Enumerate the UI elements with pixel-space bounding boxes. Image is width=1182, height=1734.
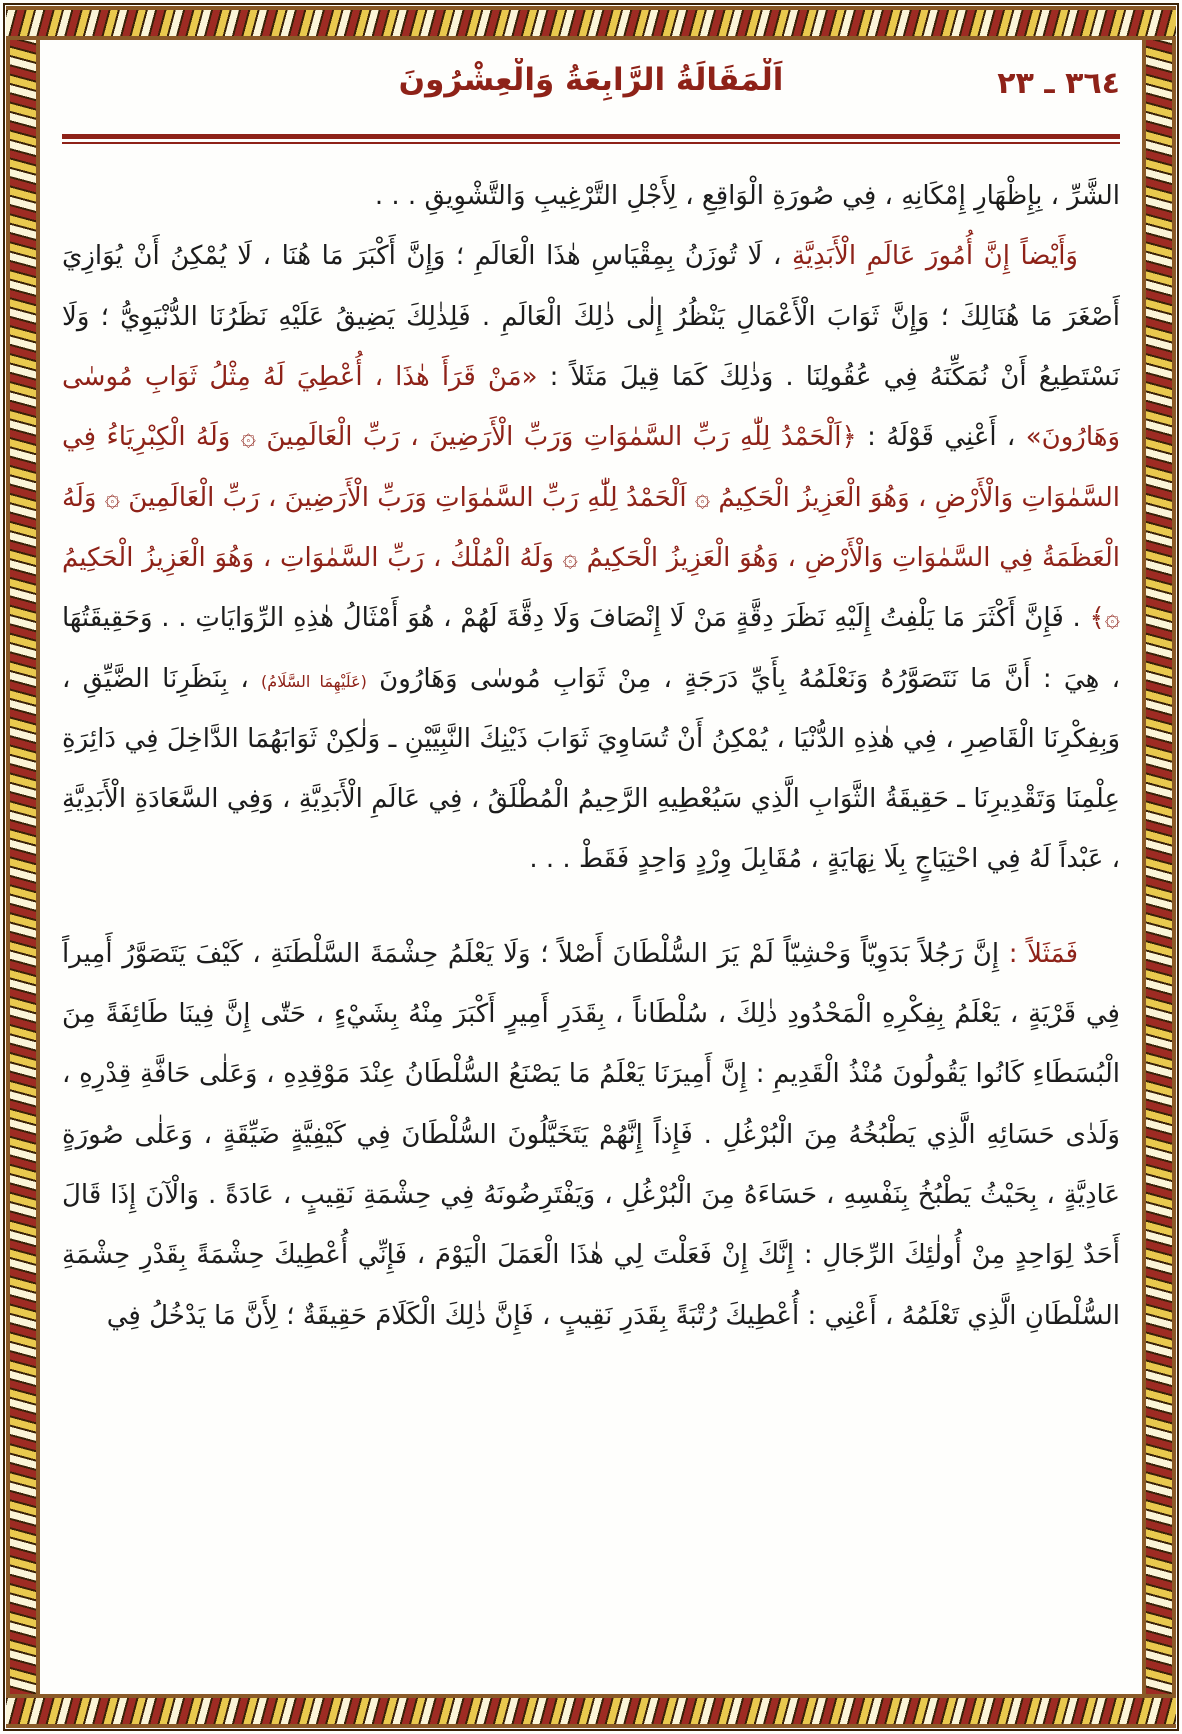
paragraph-continuation [62,166,1120,226]
page-content [62,58,1120,1688]
highlighted-text-segment: ﴿اَلْحَمْدُ لِلّٰهِ رَبِّ السَّمٰوَاتِ وَرَبِّ الْأَرَضِينَ ، رَبِّ الْعَالَمِينَ ۞ وَلَهُ الْكِبْرِيَاءُ فِي السَّمٰوَاتِ وَالْأَرْضِ ، وَهُوَ الْعَزِيزُ الْحَكِيمُ ۞ اَلْحَمْدُ لِلّٰهِ رَبِّ السَّمٰوَاتِ وَرَبِّ الْأَرَضِينَ ، رَبِّ الْعَالَمِينَ ۞ وَلَهُ الْعَظَمَةُ فِي السَّمٰوَاتِ وَالْأَرْضِ ، وَهُوَ الْعَزِيزُ الْحَكِيمُ ۞ وَلَهُ الْمُلْكُ ، رَبِّ السَّمٰوَاتِ ، وَهُوَ الْعَزِيزُ الْحَكِيمُ ۞﴾ [62,422,1120,634]
chain-border-right [1142,6,1176,1728]
text-segment: إِنَّ رَجُلاً بَدَوِيّاً وَحْشِيّاً لَمْ يَرَ السُّلْطَانَ أَصْلاً ؛ وَلَا يَعْلَمُ حِشْمَةَ السَّلْطَنَةِ ، كَيْفَ يَتَصَوَّرُ أَمِيراً فِي قَرْيَةٍ ، يَعْلَمُ بِفِكْرِهِ الْمَحْدُودِ ذٰلِكَ ، سُلْطَاناً ، بِقَدَرِ أَمِيرٍ أَكْبَرَ مِنْهُ بِشَيْءٍ ، حَتّٰى إِنَّ فِينَا طَائِفَةً مِنَ الْبُسَطَاءِ كَانُوا يَقُولُونَ مُنْذُ الْقَدِيمِ : إِنَّ أَمِيرَنَا يَعْلَمُ مَا يَصْنَعُ السُّلْطَانُ عِنْدَ مَوْقِدِهِ ، وَعَلٰى حَافَّةِ قِدْرِهِ ، وَلَدٰى حَسَائِهِ الَّذِي يَطْبُخُهُ مِنَ الْبُرْغُلِ . فَإِذاً إِنَّهُمْ يَتَخَيَّلُونَ السُّلْطَانَ فِي كَيْفِيَّةٍ ضَيِّقَةٍ ، وَعَلٰى صُورَةٍ عَادِيَّةٍ ، بِحَيْثُ يَطْبُخُ بِنَفْسِهِ ، حَسَاءَهُ مِنَ الْبُرْغُلِ ، وَيَفْتَرِضُونَهُ فِي حِشْمَةِ نَقِيبٍ ، عَادَةً . وَالْآنَ إِذَا قَالَ أَحَدٌ لِوَاحِدٍ مِنْ أُولٰئِكَ الرِّجَالِ : إِنَّكَ إِنْ فَعَلْتَ لِي هٰذَا الْعَمَلَ الْيَوْمَ ، فَإِنِّي أُعْطِيكَ حِشْمَةً بِقَدْرِ حِشْمَةِ السُّلْطَانِ الَّذِي تَعْلَمُهُ ، أَعْنِي : أُعْطِيكَ رُتْبَةً بِقَدَرِ نَقِيبٍ ، فَإِنَّ ذٰلِكَ الْكَلَامَ حَقِيقَةٌ ؛ لِأَنَّ مَا يَدْخُلُ فِي [62,938,1120,1331]
page-number: ٣٦٤ ـ ٢٣ [997,66,1120,101]
chain-border-bottom [6,1694,1176,1728]
blessing-seal: (عَلَيْهِمَا السَّلَامُ) [261,671,367,691]
header-divider-thick-line [62,134,1120,139]
text-segment: ، لَا تُوزَنُ بِمِقْيَاسِ هٰذَا الْعَالَمِ ؛ وَإِنَّ أَكْبَرَ مَا هُنَا ، لَا يُمْكِنُ أَنْ يُوَازِيَ أَصْغَرَ مَا هُنَالِكَ ؛ وَإِنَّ ثَوَابَ الْأَعْمَالِ يَنْظُرُ إِلٰى ذٰلِكَ الْعَالَمِ . فَلِذٰلِكَ يَضِيقُ عَلَيْهِ نَظَرُنَا الدُّنْيَوِيُّ ؛ وَلَا نَسْتَطِيعُ أَنْ نُمَكِّنَهُ فِي عُقُولِنَا . وَذٰلِكَ كَمَا قِيلَ مَثَلاً : [62,241,1120,392]
page-title: اَلْمَقَالَةُ الرَّابِعَةُ وَالْعِشْرُونَ [398,62,784,98]
text-segment: الشَّرِّ ، بِإِظْهَارِ إِمْكَانِهِ ، فِي صُورَةِ الْوَاقِعِ ، لِأَجْلِ التَّرْغِيبِ وَالتَّشْوِيقِ . . . [374,181,1120,211]
text-segment: ، أَعْنِي قَوْلَهُ : [856,422,1026,453]
chain-border-left [6,6,40,1728]
text-segment: . فَإِنَّ أَكْثَرَ مَا يَلْفِتُ إِلَيْهِ نَظَرَ دِقَّةٍ مَنْ لَا إِنْصَافَ وَلَا دِقَّةَ لَهُمْ ، هُوَ أَمْثَالُ هٰذِهِ الرِّوَايَاتِ . . وَحَقِيقَتُهَا ، هِيَ : أَنَّ مَا نَتَصَوَّرُهُ وَنَعْلَمُهُ بِأَيِّ دَرَجَةٍ ، مِنْ ثَوَابِ مُوسٰى وَهَارُونَ [62,603,1120,694]
paragraph-eternity [62,226,1120,889]
highlighted-text-segment: وَأَيْضاً إِنَّ أُمُورَ عَالَمِ الْأَبَدِيَّةِ [792,241,1078,272]
highlighted-text-segment: فَمَثَلاً : [999,938,1078,969]
body-text [62,166,1120,1346]
header-divider-thin-line [62,142,1120,144]
page-header [62,58,1120,132]
chain-border-top [6,6,1176,40]
header-divider [62,134,1120,144]
text-segment: ، بِنَظَرِنَا الضَّيِّقِ ، وَبِفِكْرِنَا الْقَاصِرِ ، فِي هٰذِهِ الدُّنْيَا ، يُمْكِنُ أَنْ تُسَاوِيَ ثَوَابَ ذَيْنِكَ النَّبِيَّيْنِ ـ وَلٰكِنْ ثَوَابَهُمَا الدَّاخِلَ فِي دَائِرَةِ عِلْمِنَا وَتَقْدِيرِنَا ـ حَقِيقَةُ الثَّوَابِ الَّذِي سَيُعْطِيهِ الرَّحِيمُ الْمُطْلَقُ ، فِي عَالَمِ الْأَبَدِيَّةِ ، وَفِي السَّعَادَةِ الْأَبَدِيَّةِ ، عَبْداً لَهُ فِي احْتِيَاجٍ بِلَا نِهَايَةٍ ، مُقَابِلَ وِرْدٍ وَاحِدٍ فَقَطْ . . . [62,663,1120,875]
paragraph-example [62,924,1120,1346]
highlighted-text-segment: «مَنْ قَرَأَ هٰذَا ، أُعْطِيَ لَهُ مِثْلُ ثَوَابِ مُوسٰى وَهَارُونَ» [62,361,1120,453]
